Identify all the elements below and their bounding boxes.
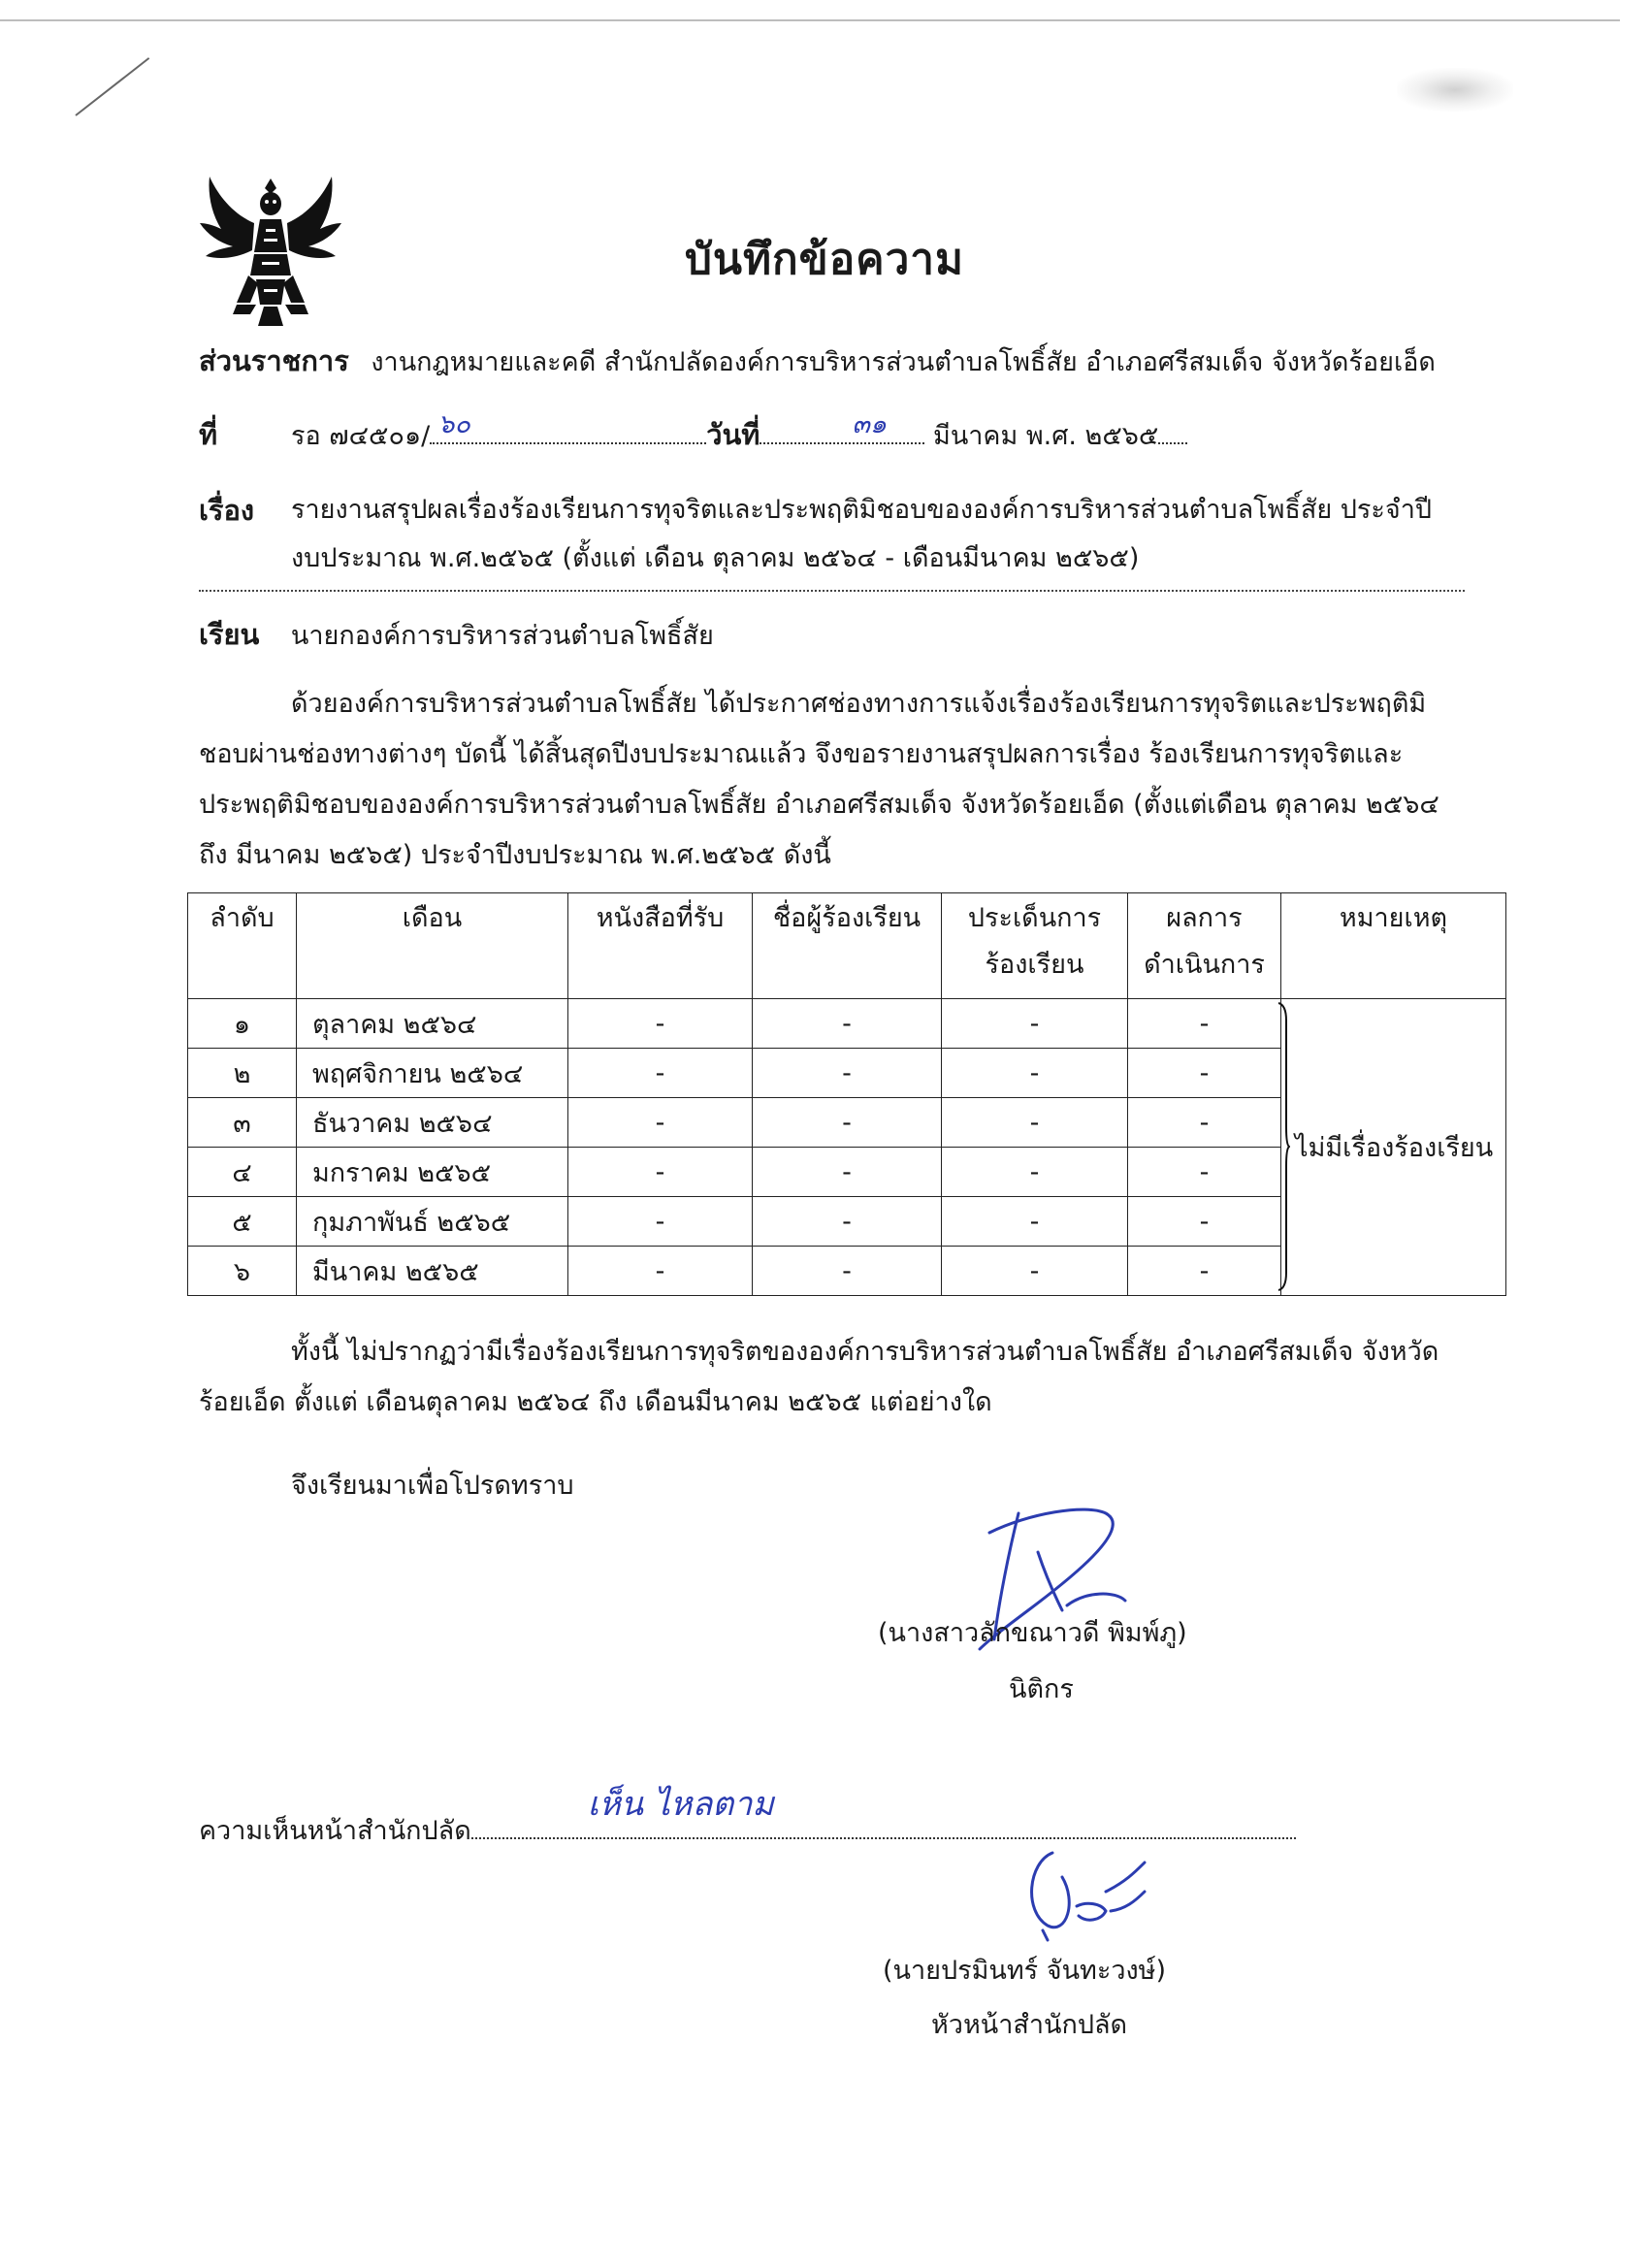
- opinion-label: ความเห็นหน้าสำนักปลัด: [199, 1816, 471, 1846]
- col-order: ลำดับ: [188, 893, 297, 999]
- remark-brace: [1277, 1001, 1290, 1292]
- table-row: ๓ ธันวาคม ๒๕๖๔ - - - -: [188, 1098, 1506, 1148]
- paragraph-1-line-3: ประพฤติมิชอบขององค์การบริหารส่วนตำบลโพธิ์สัย อำเภอศรีสมเด็จ จังหวัดร้อยเอ็ด (ตั้งแต่เดือน ตุลาคม ๒๕๖๔: [199, 790, 1439, 820]
- agency-value: งานกฎหมายและคดี สำนักปลัดองค์การบริหารส่วนตำบลโพธิ์สัย อำเภอศรีสมเด็จ จังหวัดร้อยเอ็ด: [371, 347, 1436, 377]
- paragraph-2-line-1: ทั้งนี้ ไม่ปรากฏว่ามีเรื่องร้องเรียนการทุจริตขององค์การบริหารส่วนตำบลโพธิ์สัย อำเภอศรีสมเด็จ จังหวัด: [291, 1337, 1439, 1367]
- opinion-dots: [471, 1785, 1296, 1839]
- number-handwritten: ๖๐: [437, 409, 470, 439]
- date-rest: มีนาคม พ.ศ. ๒๕๖๕: [933, 421, 1159, 451]
- complaints-table: [187, 892, 1506, 1296]
- closing-text: จึงเรียนมาเพื่อโปรดทราบ: [291, 1471, 574, 1501]
- col-complainant: ชื่อผู้ร้องเรียน: [753, 893, 942, 999]
- paragraph-1-line-2: ชอบผ่านช่องทางต่างๆ บัดนี้ ได้สิ้นสุดปีงบประมาณแล้ว จึงขอรายงานสรุปผลการเรื่อง ร้องเรียนการทุจริตและ: [199, 739, 1404, 769]
- remark-cell: [1281, 999, 1506, 1296]
- scan-mark-line: [75, 57, 149, 116]
- signer-1-name: (นางสาวลักขณาวดี พิมพ์ภู): [878, 1618, 1187, 1648]
- subject-line-2: งบประมาณ พ.ศ.๒๕๖๕ (ตั้งแต่ เดือน ตุลาคม ๒๕๖๔ - เดือนมีนาคม ๒๕๖๕): [291, 543, 1140, 573]
- page-title: บันทึกข้อความ: [684, 235, 964, 284]
- table-row: ๕ กุมภาพันธ์ ๒๕๖๕ - - - -: [188, 1197, 1506, 1247]
- scan-top-edge: [0, 19, 1620, 21]
- signer-2-position: หัวหน้าสำนักปลัด: [931, 2010, 1128, 2040]
- number-dots: [430, 409, 706, 444]
- subject-line-1: รายงานสรุปผลเรื่องร้องเรียนการทุจริตและประพฤติมิชอบขององค์การบริหารส่วนตำบลโพธิ์สัย ประจำปี: [291, 495, 1433, 525]
- to-line: [199, 613, 714, 658]
- to-label: เรียน: [199, 618, 260, 651]
- agency-label: ส่วนราชการ: [199, 344, 349, 377]
- col-month: เดือน: [297, 893, 568, 999]
- signer-2-name: (นายปรมินทร์ จันทะวงษ์): [883, 1956, 1167, 1986]
- remark-text: ไม่มีเรื่องร้องเรียน: [1295, 1133, 1494, 1163]
- table-row: ๔ มกราคม ๒๕๖๕ - - - -: [188, 1148, 1506, 1197]
- paragraph-1-line-4: ถึง มีนาคม ๒๕๖๕) ประจำปีงบประมาณ พ.ศ.๒๕๖๕ ดังนี้: [199, 840, 831, 870]
- signature-2: [1009, 1833, 1164, 1950]
- table-row: ๒ พฤศจิกายน ๒๕๖๔ - - - -: [188, 1049, 1506, 1098]
- table-row: ๖ มีนาคม ๒๕๖๕ - - - -: [188, 1247, 1506, 1296]
- col-remark: หมายเหตุ: [1281, 893, 1506, 999]
- number-line: [291, 409, 1187, 458]
- date-day-handwritten: ๓๑: [852, 409, 888, 439]
- scan-smudge: [1397, 68, 1513, 112]
- col-result: ผลการ ดำเนินการ: [1128, 893, 1281, 999]
- subject-divider: [199, 590, 1465, 592]
- table-row: ๑ ตุลาคม ๒๕๖๔ - - - - ไม่มีเรื่องร้องเรียน: [188, 999, 1506, 1049]
- col-received: หนังสือที่รับ: [568, 893, 753, 999]
- agency-line: [199, 340, 1436, 384]
- date-dots: [760, 409, 924, 444]
- date-label: วันที่: [706, 418, 760, 451]
- paragraph-2-line-2: ร้อยเอ็ด ตั้งแต่ เดือนตุลาคม ๒๕๖๔ ถึง เดือนมีนาคม ๒๕๖๕ แต่อย่างใด: [199, 1387, 992, 1417]
- col-issue: ประเด็นการ ร้องเรียน: [942, 893, 1128, 999]
- table-header-row: [188, 893, 1506, 999]
- to-value: นายกองค์การบริหารส่วนตำบลโพธิ์สัย: [290, 621, 714, 651]
- number-value: รอ ๗๔๕๐๑/: [291, 421, 431, 451]
- signer-1-position: นิติกร: [1009, 1674, 1074, 1704]
- paragraph-1-line-1: ด้วยองค์การบริหารส่วนตำบลโพธิ์สัย ได้ประกาศช่องทางการแจ้งเรื่องร้องเรียนการทุจริตและประพฤติมิ: [291, 689, 1427, 719]
- subject-label: เรื่อง: [199, 494, 255, 527]
- opinion-handwritten: เห็น ไหลตาม: [587, 1785, 774, 1824]
- number-label: ที่: [199, 418, 218, 451]
